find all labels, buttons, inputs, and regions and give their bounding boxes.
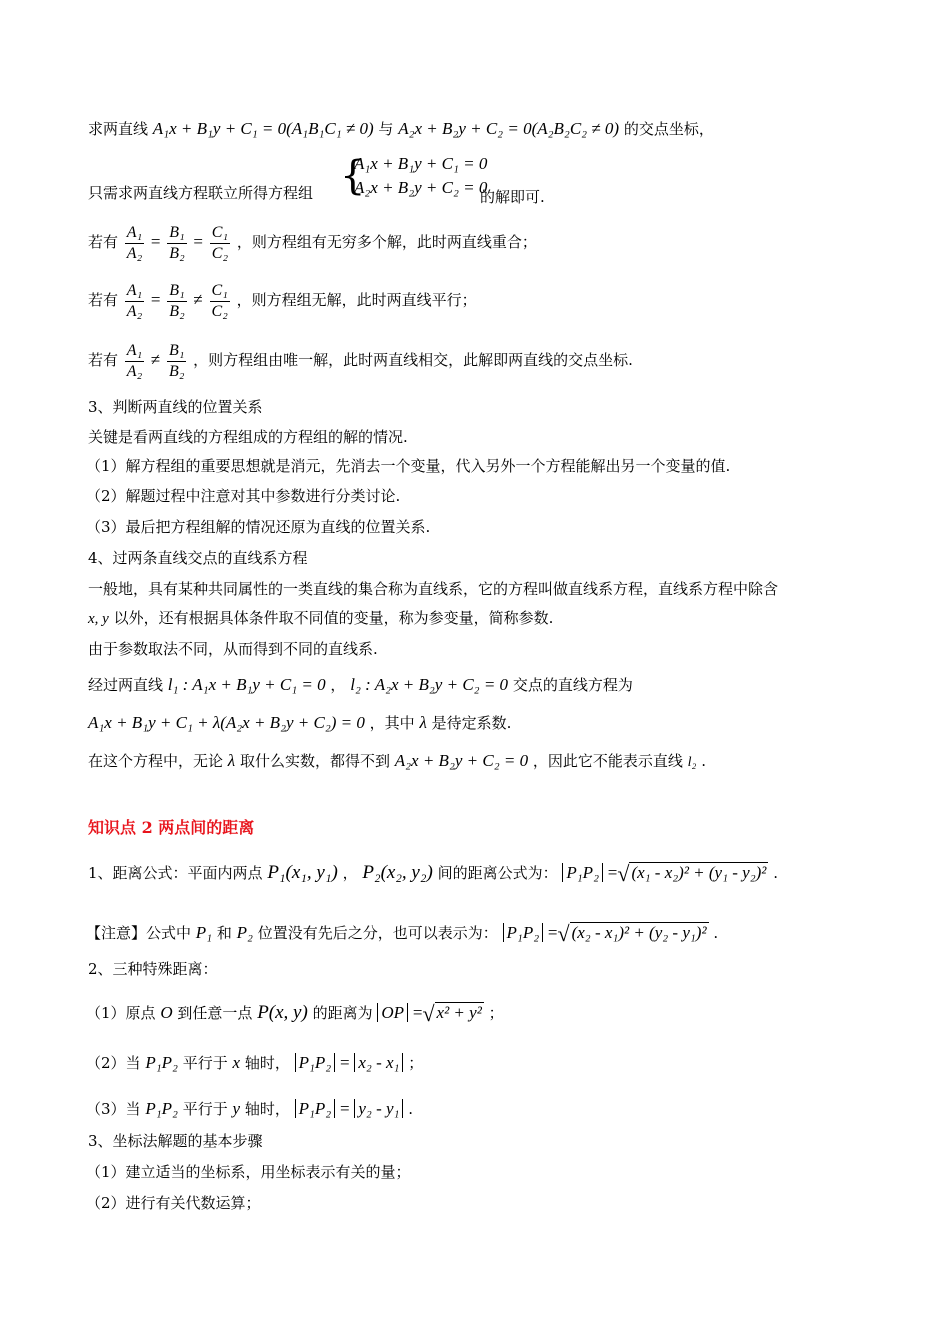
system-eq2: A₂x + B₂y + C₂ = 0 <box>354 178 488 197</box>
equation-l1: l₁ : A₁x + B₁y + C₁ = 0 <box>167 675 326 694</box>
text: 和 <box>216 924 232 942</box>
distance-lhs: P₁P₂ <box>503 923 544 942</box>
sqrt-icon: √ <box>422 1001 435 1026</box>
distance-formula <box>88 862 778 885</box>
text: 到任意一点 <box>177 1004 253 1022</box>
point-p: P(x, y) <box>257 1002 308 1023</box>
equation-l2: l₂ : A₂x + B₂y + C₂ = 0 <box>350 675 509 694</box>
equals-sign: = <box>547 923 558 942</box>
text: ，其中 <box>369 714 415 732</box>
point-p1: P₁ <box>195 923 213 942</box>
equals-sign: = <box>340 1099 350 1118</box>
segment-p1p2: P₁P₂ <box>145 1053 178 1072</box>
fraction: $\frac{\text{C₁}}{\text{C₂}}$ <box>211 223 229 262</box>
text: 位置没有先后之分，也可以表示为： <box>257 924 498 942</box>
text: 的距离为 <box>312 1004 373 1022</box>
fraction: $\frac{\text{A₁}}{\text{A₂}}$ <box>126 281 143 320</box>
text: ， <box>342 864 358 882</box>
line-system <box>88 182 313 204</box>
text: ； <box>488 1004 504 1022</box>
origin-o: O <box>160 1003 173 1022</box>
section3-item3: （3）最后把方程组解的情况还原为直线的位置关系. <box>86 518 431 536</box>
text: 平行于 <box>182 1100 228 1118</box>
special-distance-1 <box>86 1002 504 1025</box>
equals-sign: = <box>412 1003 423 1022</box>
section3-item1: （1）解方程组的重要思想就是消元，先消去一个变量，代入另外一个方程能解出另一个变量的值. <box>86 457 731 475</box>
text: . <box>408 1100 414 1118</box>
text: 只需求两直线方程联立所得方程组 <box>88 184 314 202</box>
text: 的解即可. <box>480 188 545 206</box>
text: 若有 <box>88 351 119 369</box>
coordinate-method-title: 3、坐标法解题的基本步骤 <box>88 1132 263 1150</box>
text: ，则方程组有无穷多个解，此时两直线重合； <box>236 233 537 251</box>
equals-sign: = <box>607 863 618 882</box>
section4-title: 4、过两条直线交点的直线系方程 <box>88 549 308 567</box>
y-axis-symbol: y <box>232 1099 241 1118</box>
system-eq1: A₁x + B₁y + C₁ = 0 <box>354 154 488 173</box>
section-heading: 知识点 2 两点间的距离 <box>88 818 255 837</box>
text: . <box>713 924 719 942</box>
text: ， <box>330 676 346 694</box>
special-distance-3 <box>86 1098 413 1120</box>
text: 求两直线 <box>88 120 149 138</box>
fraction: $\frac{\text{A₁}}{\text{A₂}}$ <box>126 223 143 262</box>
not-equal-sign: ≠ <box>150 350 161 369</box>
text: 1、距离公式：平面内两点 <box>88 864 263 882</box>
text: （1）原点 <box>86 1004 156 1022</box>
distance-rhs: x² + y² <box>436 1003 482 1022</box>
fraction: $\frac{\text{B₁}}{\text{B₂}}$ <box>169 223 185 262</box>
text: 轴时， <box>244 1054 290 1072</box>
l2-symbol: l₂ <box>687 755 697 770</box>
equation-line2: A₂x + B₂y + C₂ = 0(A₂B₂C₂ ≠ 0) <box>398 119 620 138</box>
equals-sign: = <box>340 1053 350 1072</box>
distance-rhs: y₂ - y₁ <box>354 1099 403 1118</box>
text: ，因此它不能表示直线 <box>532 752 683 770</box>
text: 若有 <box>88 233 119 251</box>
text: ，则方程组无解，此时两直线平行； <box>236 291 477 309</box>
lambda: λ <box>227 751 236 770</box>
section4-paragraph1: 一般地，具有某种共同属性的一类直线的集合称为直线系，它的方程叫做直线系方程，直线系方程中除含 <box>88 580 779 598</box>
equation-line1: A₁x + B₁y + C₁ = 0(A₁B₁C₁ ≠ 0) <box>152 119 374 138</box>
text: （2）当 <box>86 1054 141 1072</box>
text: 以外，还有根据具体条件取不同值的变量，称为参变量，简称参数. <box>113 609 554 627</box>
text: . <box>773 864 778 882</box>
sqrt-icon: √ <box>557 921 570 946</box>
line-parallel <box>88 278 477 322</box>
section4-paragraph3: 由于参数取法不同，从而得到不同的直线系. <box>88 640 378 658</box>
fraction: $\frac{\text{B₁}}{\text{B₂}}$ <box>169 281 185 320</box>
coordinate-method-step2: （2）进行有关代数运算； <box>86 1194 261 1212</box>
equals-sign: = <box>150 290 161 309</box>
lambda: λ <box>419 713 427 732</box>
point-p2: P₂ <box>236 923 253 942</box>
fraction: $\frac{\text{C₁}}{\text{C₂}}$ <box>211 281 228 320</box>
line-system-tail <box>480 186 545 208</box>
distance-lhs: P₁P₂ <box>562 863 603 882</box>
distance-lhs: P₁P₂ <box>295 1099 336 1118</box>
special-distances-title: 2、三种特殊距离： <box>88 960 218 978</box>
x-axis-symbol: x <box>232 1053 241 1072</box>
point-p2: P₂(x₂, y₂) <box>362 862 433 883</box>
section3-item2: （2）解题过程中注意对其中参数进行分类讨论. <box>86 487 401 505</box>
fraction: $\frac{\text{B₁}}{\text{B₂}}$ <box>169 341 185 380</box>
section4-paragraph4 <box>88 674 633 696</box>
section3-title: 3、判断两直线的位置关系 <box>88 398 263 416</box>
distance-lhs: P₁P₂ <box>295 1053 336 1072</box>
text: 平行于 <box>182 1054 228 1072</box>
not-equal-sign: ≠ <box>193 290 203 309</box>
equation-l2: A₂x + B₂y + C₂ = 0 <box>394 751 529 770</box>
text: （3）当 <box>86 1100 141 1118</box>
equation-line-family: A₁x + B₁y + C₁ + λ(A₂x + B₂y + C₂) = 0 <box>88 713 365 732</box>
point-p1: P₁(x₁, y₁) <box>267 862 338 883</box>
text: 交点的直线方程为 <box>512 676 633 694</box>
text: ，则方程组由唯一解，此时两直线相交，此解即两直线的交点坐标. <box>193 351 633 369</box>
brace: { <box>340 153 366 199</box>
variables-xy: x, y <box>88 611 109 627</box>
segment-p1p2: P₁P₂ <box>145 1099 178 1118</box>
text: 与 <box>378 120 394 138</box>
line-coincide <box>88 220 537 264</box>
text: 经过两直线 <box>88 676 164 694</box>
section4-paragraph6 <box>88 750 706 774</box>
section4-paragraph2 <box>88 607 553 630</box>
line-intersect <box>88 338 633 382</box>
text: 是待定系数. <box>431 714 512 732</box>
distance-lhs: OP <box>377 1003 408 1022</box>
special-distance-2 <box>86 1052 423 1074</box>
sqrt-icon: √ <box>617 861 630 886</box>
line-intersection-intro <box>88 118 714 140</box>
text: 轴时， <box>244 1100 290 1118</box>
text: 若有 <box>88 291 119 309</box>
text: 取什么实数，都得不到 <box>239 752 390 770</box>
equals-sign: = <box>193 232 204 251</box>
equals-sign: = <box>150 232 161 251</box>
text: . <box>701 752 706 770</box>
distance-rhs: (x₂ - x₁)² + (y₂ - y₁)² <box>571 923 707 942</box>
fraction: $\frac{\text{A₁}}{\text{A₂}}$ <box>126 341 143 380</box>
section3-key: 关键是看两直线的方程组成的方程组的解的情况. <box>88 428 408 446</box>
section4-paragraph5 <box>88 712 511 734</box>
text: 在这个方程中，无论 <box>88 752 224 770</box>
text: 【注意】公式中 <box>86 924 192 942</box>
text: 间的距离公式为： <box>437 864 558 882</box>
coordinate-method-step1: （1）建立适当的坐标系，用坐标表示有关的量； <box>86 1163 411 1181</box>
distance-rhs: (x₁ - x₂)² + (y₁ - y₂)² <box>631 863 767 882</box>
note-line <box>86 922 718 945</box>
text: 的交点坐标， <box>623 120 714 138</box>
equation-system <box>340 152 487 200</box>
text: ； <box>408 1054 424 1072</box>
distance-rhs: x₂ - x₁ <box>354 1053 403 1072</box>
